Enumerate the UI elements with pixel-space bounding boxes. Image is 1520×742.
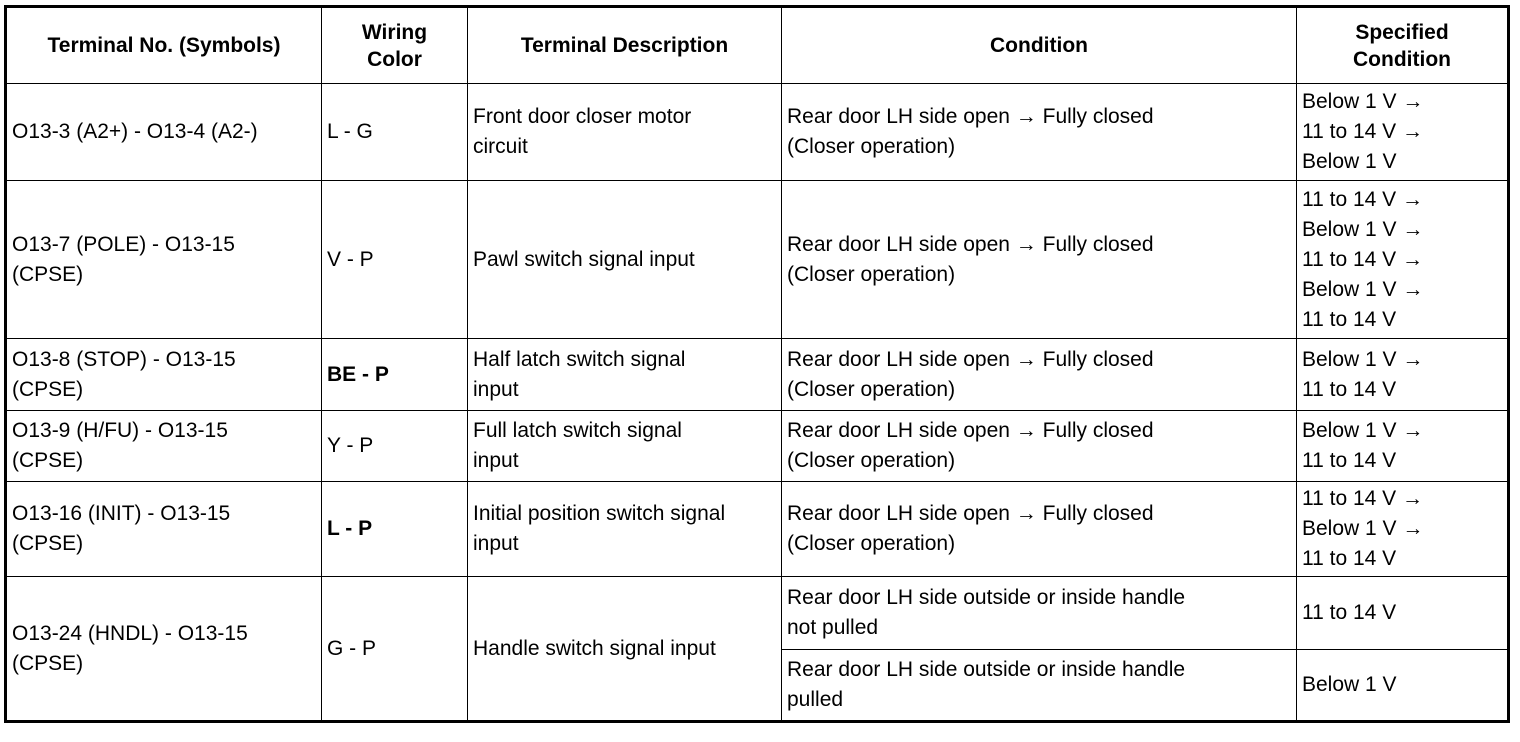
header-terminal-description: Terminal Description (468, 7, 782, 84)
description-cell: Initial position switch signal input (468, 482, 782, 577)
table-row (6, 339, 1509, 411)
specified-condition-cell: 11 to 14 V → Below 1 V → 11 to 14 V → Below 1 V → 11 to 14 V (1297, 181, 1509, 339)
condition-cell: Rear door LH side outside or inside handle pulled (782, 650, 1297, 722)
terminal-cell: O13-24 (HNDL) - O13-15 (CPSE) (6, 577, 322, 722)
header-wiring-color: Wiring Color (322, 7, 468, 84)
condition-cell: Rear door LH side open → Fully closed (Closer operation) (782, 339, 1297, 411)
table-row (6, 84, 1509, 181)
wiring-color-cell: V - P (322, 181, 468, 339)
terminal-spec-sheet (4, 5, 1510, 723)
condition-cell: Rear door LH side open → Fully closed (Closer operation) (782, 181, 1297, 339)
table-row (6, 482, 1509, 577)
specified-condition-cell: Below 1 V → 11 to 14 V (1297, 339, 1509, 411)
specified-condition-cell: 11 to 14 V → Below 1 V → 11 to 14 V (1297, 482, 1509, 577)
condition-cell: Rear door LH side open → Fully closed (Closer operation) (782, 411, 1297, 482)
table-row (6, 181, 1509, 339)
condition-cell: Rear door LH side outside or inside handle not pulled (782, 577, 1297, 650)
description-cell: Half latch switch signal input (468, 339, 782, 411)
header-terminal: Terminal No. (Symbols) (6, 7, 322, 84)
description-cell: Full latch switch signal input (468, 411, 782, 482)
terminal-spec-table (4, 5, 1510, 723)
terminal-cell: O13-7 (POLE) - O13-15 (CPSE) (6, 181, 322, 339)
terminal-cell: O13-16 (INIT) - O13-15 (CPSE) (6, 482, 322, 577)
description-cell: Handle switch signal input (468, 577, 782, 722)
terminal-cell: O13-3 (A2+) - O13-4 (A2-) (6, 84, 322, 181)
specified-condition-cell: Below 1 V (1297, 650, 1509, 722)
wiring-color-cell: L - G (322, 84, 468, 181)
table-header-row (6, 7, 1509, 84)
wiring-color-cell: BE - P (322, 339, 468, 411)
wiring-color-cell: L - P (322, 482, 468, 577)
condition-cell: Rear door LH side open → Fully closed (Closer operation) (782, 482, 1297, 577)
table-row (6, 577, 1509, 650)
terminal-cell: O13-9 (H/FU) - O13-15 (CPSE) (6, 411, 322, 482)
header-condition: Condition (782, 7, 1297, 84)
specified-condition-cell: Below 1 V → 11 to 14 V → Below 1 V (1297, 84, 1509, 181)
condition-cell: Rear door LH side open → Fully closed (Closer operation) (782, 84, 1297, 181)
wiring-color-cell: G - P (322, 577, 468, 722)
terminal-cell: O13-8 (STOP) - O13-15 (CPSE) (6, 339, 322, 411)
specified-condition-cell: 11 to 14 V (1297, 577, 1509, 650)
table-row (6, 411, 1509, 482)
description-cell: Front door closer motor circuit (468, 84, 782, 181)
wiring-color-cell: Y - P (322, 411, 468, 482)
description-cell: Pawl switch signal input (468, 181, 782, 339)
specified-condition-cell: Below 1 V → 11 to 14 V (1297, 411, 1509, 482)
header-specified-condition: Specified Condition (1297, 7, 1509, 84)
